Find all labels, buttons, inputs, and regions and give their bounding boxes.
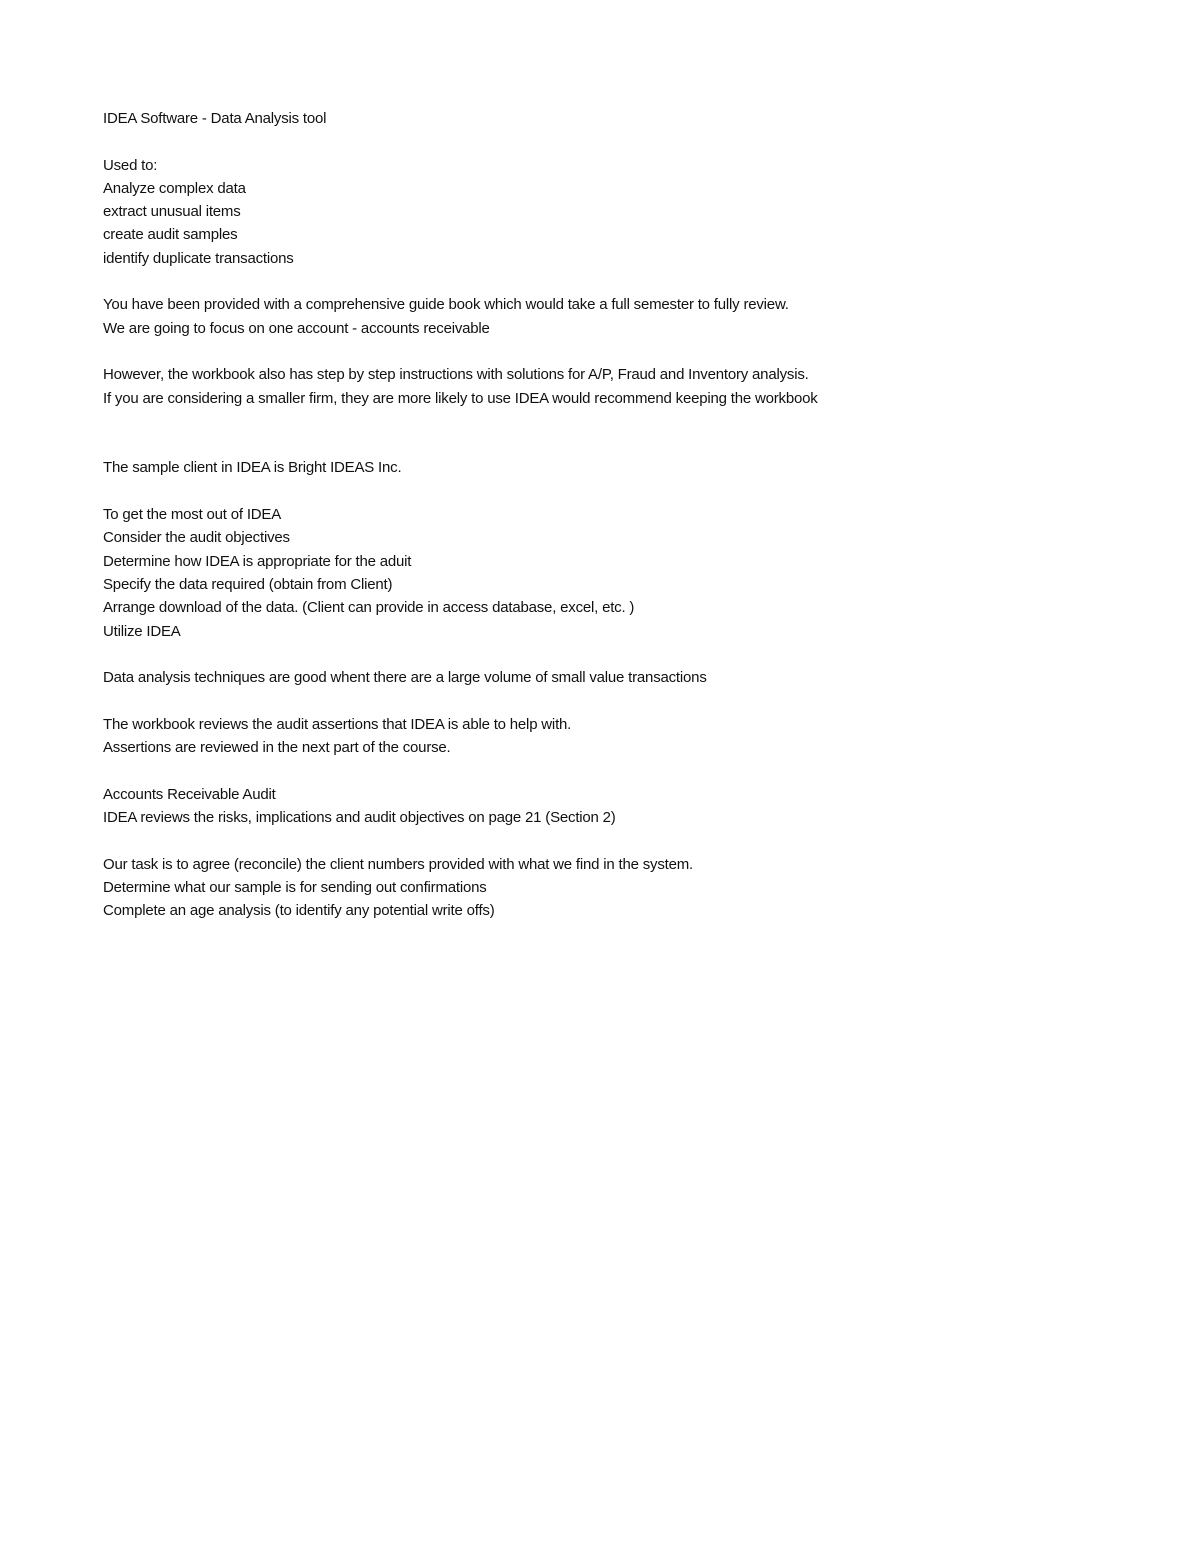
guide-line: We are going to focus on one account - accounts receivable	[103, 319, 490, 337]
uses-item: identify duplicate transactions	[103, 249, 294, 267]
techniques-line: Data analysis techniques are good whent there are a large volume of small value transactions	[103, 669, 707, 687]
spacer	[103, 410, 1103, 457]
ar-detail: IDEA reviews the risks, implications and audit objectives on page 21 (Section 2)	[103, 808, 616, 826]
ar-heading: Accounts Receivable Audit	[103, 785, 276, 803]
assertions-line: Assertions are reviewed in the next part of the course.	[103, 739, 451, 757]
uses-item: Analyze complex data	[103, 179, 246, 197]
spacer	[103, 643, 1103, 666]
assertions-line: The workbook reviews the audit assertions that IDEA is able to help with.	[103, 715, 572, 733]
spacer	[103, 689, 1103, 712]
most-out-step: Utilize IDEA	[103, 622, 181, 640]
spacer	[103, 829, 1103, 852]
spacer	[103, 759, 1103, 782]
most-out-step: Consider the audit objectives	[103, 529, 290, 547]
document-body	[103, 107, 1103, 922]
most-out-step: Specify the data required (obtain from Client)	[103, 575, 393, 593]
task-line: Complete an age analysis (to identify any potential write offs)	[103, 902, 495, 920]
task-line: Our task is to agree (reconcile) the client numbers provided with what we find in the system.	[103, 855, 694, 873]
spacer	[103, 480, 1103, 503]
uses-item: create audit samples	[103, 226, 238, 244]
most-out-step: Determine how IDEA is appropriate for the aduit	[103, 552, 412, 570]
workbook-line: If you are considering a smaller firm, they are more likely to use IDEA would recommend keeping the workbook	[103, 389, 818, 407]
most-out-step: Arrange download of the data. (Client can provide in access database, excel, etc. )	[103, 599, 635, 617]
sample-client-line: The sample client in IDEA is Bright IDEAS Inc.	[103, 459, 402, 477]
uses-item: extract unusual items	[103, 203, 241, 221]
most-out-heading: To get the most out of IDEA	[103, 506, 282, 524]
spacer	[103, 340, 1103, 363]
workbook-line: However, the workbook also has step by step instructions with solutions for A/P, Fraud and Inventory analysis.	[103, 366, 809, 384]
guide-line: You have been provided with a comprehensive guide book which would take a full semester to fully review.	[103, 296, 789, 314]
uses-heading: Used to:	[103, 156, 158, 174]
spacer	[103, 270, 1103, 293]
spacer	[103, 130, 1103, 153]
document-title: IDEA Software - Data Analysis tool	[103, 110, 327, 127]
task-line: Determine what our sample is for sending out confirmations	[103, 878, 487, 896]
